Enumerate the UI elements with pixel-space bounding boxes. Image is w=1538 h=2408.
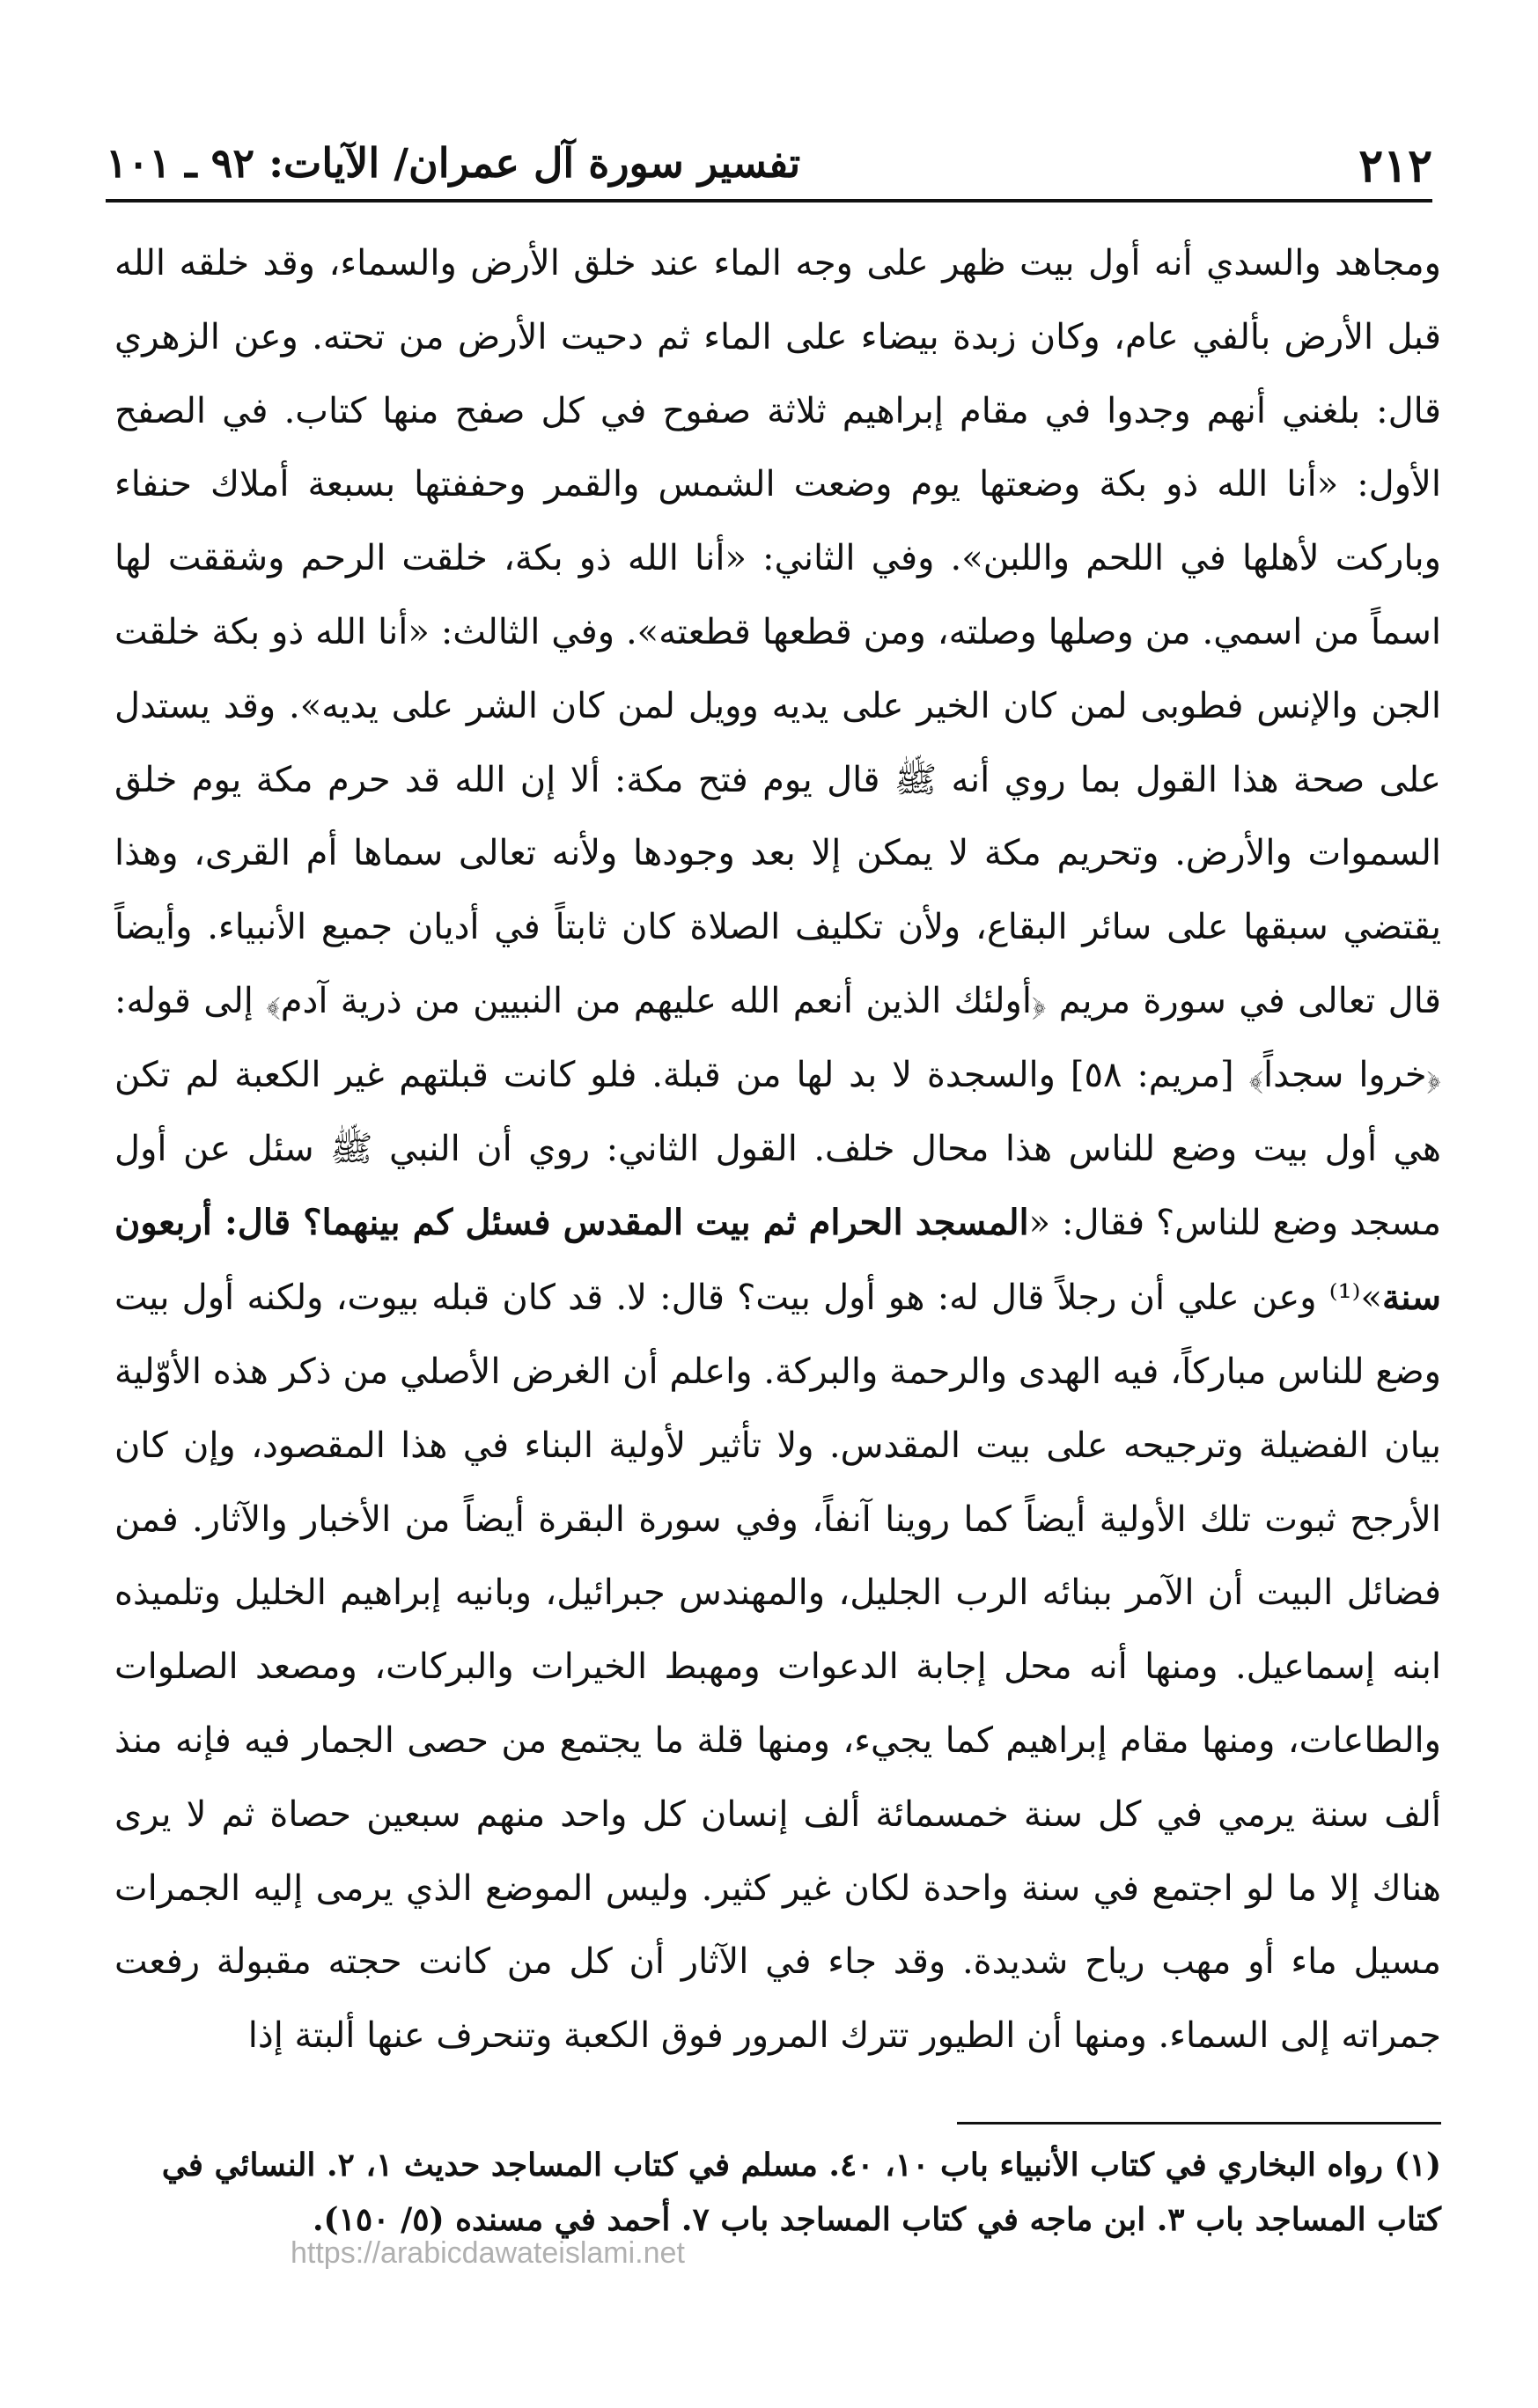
footnotes [114,2138,1441,2247]
body-paragraph [114,227,1441,2073]
page-number: ٢١٢ [1358,139,1432,193]
body-text-part-1: ومجاهد والسدي أنه أول بيت ظهر على وجه الماء عند خلق الأرض والسماء، وقد خلقه الله قبل الأرض بألفي عام، وكان زبدة بيضاء على الماء ثم دحيت الأرض من تحته. وعن الزهري قال: بلغني أنهم وجدوا في مقام إبراهيم ثلاثة صفوح في كل صفح منها كتاب. في الصفح الأول: «أنا الله ذو بكة وضعتها يوم وضعت الشمس والقمر وحففتها بسبعة أملاك حنفاء وباركت لأهلها في اللحم واللبن». وفي الثاني: «أنا الله ذو بكة، خلقت الرحم وشققت لها اسماً من اسمي. من وصلها وصلته، ومن قطعها قطعته». وفي الثالث: «أنا الله ذو بكة خلقت الجن والإنس فطوبى لمن كان الخير على يديه وويل لمن كان الشر على يديه». وقد يستدل على صحة هذا القول بما روي أنه ﷺ قال يوم فتح مكة: ألا إن الله قد حرم مكة يوم خلق السموات والأرض. وتحريم مكة لا يمكن إلا بعد وجودها ولأنه تعالى سماها أم القرى، وهذا يقتضي سبقها على سائر البقاع، ولأن تكليف الصلاة كان ثابتاً في أديان جميع الأنبياء. وأيضاً قال تعالى في سورة مريم ﴿أولئك الذين أنعم الله عليهم من النبيين من ذرية آدم﴾ إلى قوله: ﴿خروا سجداً﴾ [مريم: ٥٨] والسجدة لا بد لها من قبلة. فلو كانت قبلتهم غير الكعبة لم تكن هي أول بيت وضع للناس هذا محال خلف. القول الثاني: روي أن النبي ﷺ سئل عن أول مسجد وضع للناس؟ فقال: « [114,243,1442,1244]
watermark-url: https://arabicdawateislami.net [291,2236,685,2270]
footnote-line-1: (١) رواه البخاري في كتاب الأنبياء باب ١٠، ٤٠. مسلم في كتاب المساجد حديث ١، ٢. النسائي في [161,2147,1441,2183]
page-header [106,132,1432,203]
hadith-quote-bold: المسجد الحرام ثم بيت المقدس فسئل كم بينهما؟ قال: أربعون سنة [114,1202,1441,1319]
running-title: تفسير سورة آل عمران/ الآيات: ٩٢ ـ ١٠١ [106,139,801,187]
header-rule [106,199,1432,203]
footnote-line-2: كتاب المساجد باب ٣. ابن ماجه في كتاب المساجد باب ٧. أحمد في مسنده (٥/ ١٥٠). [312,2201,1441,2238]
body-text-part-2: »⁽¹⁾ وعن علي أن رجلاً قال له: هو أول بيت؟ قال: لا. قد كان قبله بيوت، ولكنه أول بيت وضع للناس مباركاً، فيه الهدى والرحمة والبركة. واعلم أن الغرض الأصلي من ذكر هذه الأوّلية بيان الفضيلة وترجيحه على بيت المقدس. ولا تأثير لأولية البناء في هذا المقصود، وإن كان الأرجح ثبوت تلك الأولية أيضاً كما روينا آنفاً، وفي سورة البقرة أيضاً من الأخبار والآثار. فمن فضائل البيت أن الآمر ببنائه الرب الجليل، والمهندس جبرائيل، وبانيه إبراهيم الخليل وتلميذه ابنه إسماعيل. ومنها أنه محل إجابة الدعوات ومهبط الخيرات والبركات، ومصعد الصلوات والطاعات، ومنها مقام إبراهيم كما يجيء، ومنها قلة ما يجتمع من حصى الجمار فيه فإنه منذ ألف سنة يرمي في كل سنة خمسمائة ألف إنسان كل واحد منهم سبعين حصاة ثم لا يرى هناك إلا ما لو اجتمع في سنة واحدة لكان غير كثير. وليس الموضع الذي يرمى إليه الجمرات مسيل ماء أو مهب رياح شديدة. وقد جاء في الآثار أن كل من كانت حجته مقبولة رفعت جمراته إلى السماء. ومنها أن الطيور تترك المرور فوق الكعبة وتنحرف عنها ألبتة إذا [114,1278,1442,2057]
footnote-rule [957,2122,1441,2124]
